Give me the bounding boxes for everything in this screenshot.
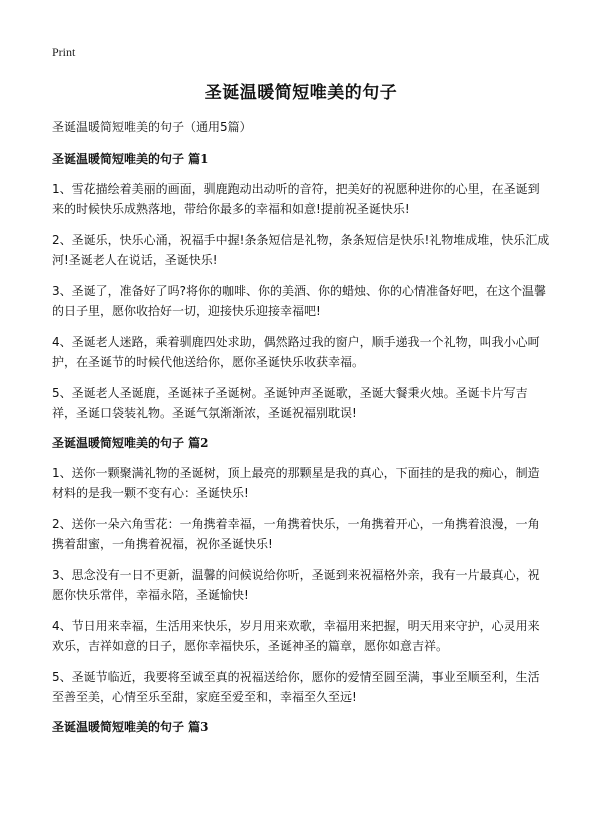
section-2 <box>52 434 550 707</box>
paragraph: 2、送你一朵六角雪花：一角携着幸福，一角携着快乐，一角携着开心，一角携着浪漫，一角携着甜蜜，一角携着祝福，祝你圣诞快乐! <box>52 517 540 551</box>
section-1 <box>52 150 550 423</box>
section-3 <box>52 718 550 736</box>
section-heading: 圣诞温暖简短唯美的句子 篇3 <box>52 720 209 734</box>
paragraph: 3、思念没有一日不更新，温馨的问候说给你听，圣诞到来祝福格外亲，我有一片最真心，祝愿你快乐常伴，幸福永陪，圣诞愉快! <box>52 568 540 602</box>
print-link[interactable]: Print <box>52 45 76 59</box>
section-heading: 圣诞温暖简短唯美的句子 篇1 <box>52 152 209 166</box>
document-subtitle: 圣诞温暖简短唯美的句子（通用5篇） <box>52 120 252 134</box>
paragraph: 1、送你一颗聚满礼物的圣诞树，顶上最亮的那颗星是我的真心，下面挂的是我的痴心，制造材料的是我一颗不变有心：圣诞快乐! <box>52 466 540 500</box>
paragraph: 3、圣诞了，准备好了吗?将你的咖啡、你的美酒、你的蜡烛、你的心情准备好吧，在这个温馨的日子里，愿你收拾好一切，迎接快乐迎接幸福吧! <box>52 284 547 318</box>
paragraph: 5、圣诞老人圣诞鹿，圣诞袜子圣诞树。圣诞钟声圣诞歌，圣诞大餐秉火烛。圣诞卡片写吉祥，圣诞口袋装礼物。圣诞气氛渐渐浓，圣诞祝福别耽误! <box>52 386 528 420</box>
section-heading: 圣诞温暖简短唯美的句子 篇2 <box>52 436 209 450</box>
paragraph: 4、节日用来幸福，生活用来快乐，岁月用来欢歌，幸福用来把握，明天用来守护，心灵用来欢乐，吉祥如意的日子，愿你幸福快乐，圣诞神圣的篇章，愿你如意吉祥。 <box>52 619 540 653</box>
paragraph: 1、雪花描绘着美丽的画面，驯鹿跑动出动听的音符，把美好的祝愿种进你的心里，在圣诞到来的时候快乐成熟落地，带给你最多的幸福和如意!提前祝圣诞快乐! <box>52 182 540 216</box>
document-title: 圣诞温暖简短唯美的句子 <box>204 83 398 103</box>
paragraph: 2、圣诞乐，快乐心涌，祝福手中握!条条短信是礼物，条条短信是快乐!礼物堆成堆，快乐汇成河!圣诞老人在说话，圣诞快乐! <box>52 233 550 267</box>
paragraph: 4、圣诞老人迷路，乘着驯鹿四处求助，偶然路过我的窗户，顺手递我一个礼物，叫我小心呵护，在圣诞节的时候代他送给你，愿你圣诞快乐收获幸福。 <box>52 335 540 369</box>
paragraph: 5、圣诞节临近，我要将至诚至真的祝福送给你，愿你的爱情至圆至满，事业至顺至利，生活至善至美，心情至乐至甜，家庭至爱至和，幸福至久至远! <box>52 670 540 704</box>
